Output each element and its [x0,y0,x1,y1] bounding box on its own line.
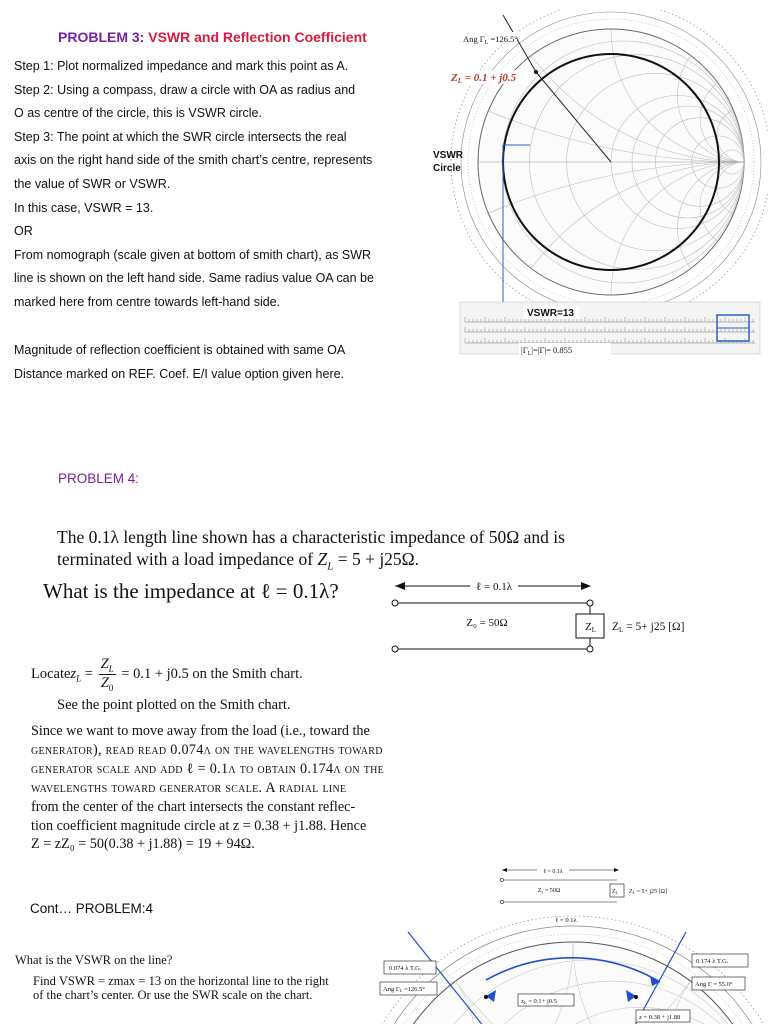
small-arrow-head-left [502,868,507,872]
statement-line-2: terminated with a load impedance of $Z_L = 5 + j25\Omega$. [57,549,420,573]
step-line: Step 3: The point at which the SWR circle intersects the real [14,129,347,144]
body-line: wavelengths toward generator scale. A radial line [31,779,347,796]
step-line: O as centre of the circle, this is VSWR circle. [14,106,262,121]
body-line: from the center of the chart intersects the constant reflec- [31,798,356,815]
step-line: Step 2: Using a compass, draw a circle with OA as radius and [14,82,356,97]
smith-chart-vswr [425,10,768,360]
cont-question: What is the VSWR on the line? [15,953,173,967]
small-z0: Z₀ = 50Ω [537,888,561,894]
step-line: line is shown on the left hand side. Same radius value OA can be [14,271,374,286]
load-box-label: ZL [585,621,597,634]
input-point [634,995,638,999]
problem3-title-rest: VSWR and Reflection Coefficient [148,29,367,45]
problem3-title-prefix: PROBLEM 3: [58,29,149,45]
problem3-steps [14,55,414,315]
gamma-note [14,339,414,386]
load-terminal-top [587,600,593,606]
vswr-circle-label-1: VSWR [433,150,463,161]
small-terminal-top [500,878,503,881]
gamma-line: Distance marked on REF. Coef. E/I value option given here. [14,366,345,381]
step-line: Step 1: Plot normalized impedance and mark this point as A. [14,59,349,73]
step-line: axis on the right hand side of the smith chart’s centre, represents [14,153,373,168]
small-load-value: ZL = 5+ j25 [Ω] [629,889,668,895]
small-load-box-label: ZL [612,889,619,895]
statement-line-1: The 0.1λ length line shown has a characteristic impedance of 50Ω and is [57,527,565,547]
body-line: tion coefficient magnitude circle at z = 0.38 + j1.88. Hence [31,817,367,834]
problem4-body [31,722,453,854]
cont-title: Cont… PROBLEM:4 [30,901,154,916]
step-line: the value of SWR or VSWR. [14,176,171,191]
wtg-left-label: 0.074 λ T.G. [389,965,422,972]
terminal-top [392,600,398,606]
small-length: ℓ = 0.1λ [543,869,563,875]
z-point-label: z = 0.38 + j1.88 [639,1014,681,1021]
body-line: generator), read read 0.074λ on the wavelengths toward [31,741,383,758]
small-circuit [497,864,722,906]
wtg-right-label: 0.174 λ T.G. [696,958,729,965]
fraction: $\frac{Z_L}{Z_0}$ [100,656,114,693]
vswr-value-label: VSWR=13 [527,308,574,319]
answer-line-2: of the chart’s center. Or use the SWR scale on the chart. [33,988,313,1002]
smith-chart-impedance [378,910,768,1024]
body-line: Z = zZ₀ = 50(0.38 + j1.88) = 19 + 94Ω. [31,836,255,853]
load-point-a [534,70,538,74]
terminal-bottom [392,646,398,652]
ang-label: Ang $\Gamma_L =126.5^\circ$ [463,34,518,46]
load-point [484,995,488,999]
transmission-line-circuit [385,574,715,658]
gamma-line: Magnitude of reflection coefficient is obtained with same OA [14,343,346,357]
cont-answer [33,974,373,1002]
length-label: ℓ = 0.1λ [475,581,513,593]
body-line: generator scale and add ℓ = 0.1λ to obtain 0.174λ on the [31,760,385,777]
step-line: In this case, VSWR = 13. [14,200,154,215]
arrow-head-right [581,582,591,590]
load-terminal-bottom [587,646,593,652]
step-line: marked here from centre towards left-hand side. [14,294,281,309]
step-line: OR [14,224,33,239]
problem4-question: What is the impedance at ℓ = 0.1λ? [43,579,339,603]
z0-label: Z₀ = 50Ω [466,617,508,629]
ang-right-label: Ang Γ = 55.0° [695,981,733,988]
problem3-title [58,29,367,45]
gamma-value-label: $|\Gamma_L|=|\Gamma|= 0.855$ [521,345,573,357]
small-terminal-bottom [500,900,503,903]
arrow-head-left [395,582,405,590]
body-line: Since we want to move away from the load (i.e., toward the [31,723,370,739]
problem4-statement [57,526,677,578]
answer-line-1: Find VSWR = zmax = 13 on the horizontal line to the right [33,974,329,988]
load-value-label: ZL = 5+ j25 [Ω] [612,621,685,634]
arc-label: ℓ = 0.1λ [555,917,577,924]
small-arrow-head-right [614,868,619,872]
vswr-circle-label-2: Circle [433,163,461,174]
zl-point-label: zL = 0.1+ j0.5 [521,998,557,1005]
step-line: From nomograph (scale given at bottom of smith chart), as SWR [14,247,372,262]
ang-left-label: Ang ΓL =126.5° [383,986,425,993]
locate-line: Locatez$_L$ = $\frac{Z_L}{Z_0}$ = 0.1 + j0.5 on the Smith chart. [31,656,303,693]
zl-label: ZL = 0.1 + j0.5 [451,72,517,85]
see-point: See the point plotted on the Smith chart. [57,697,291,713]
problem4-title: PROBLEM 4: [58,471,140,486]
